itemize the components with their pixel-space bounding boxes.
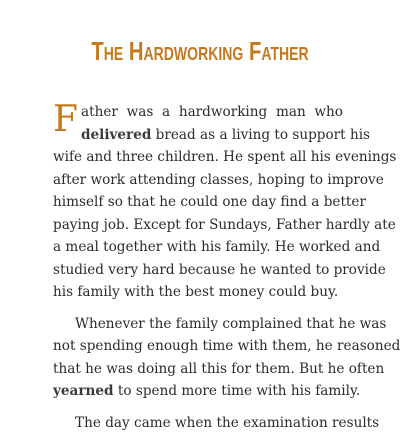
story-title: The Hardworking Father bbox=[44, 36, 356, 67]
text-line: ather was a hardworking man who bbox=[53, 101, 343, 124]
text-line: himself so that he could one day find a better bbox=[53, 191, 343, 214]
text-line: studied very hard because he wanted to provide bbox=[53, 259, 343, 282]
text-line: after work attending classes, hoping to improve bbox=[53, 169, 343, 192]
text-line: paying job. Except for Sundays, Father hardly ate bbox=[53, 214, 343, 237]
text-line: a meal together with his family. He worked and bbox=[53, 236, 343, 259]
keyword: yearned bbox=[53, 383, 114, 399]
text-line bbox=[53, 380, 343, 403]
drop-cap: F bbox=[53, 102, 78, 138]
paragraph-gap bbox=[53, 304, 343, 313]
text-line: wife and three children. He spent all his evenings bbox=[53, 146, 343, 169]
text-line: not spending enough time with them, he reasoned bbox=[53, 335, 343, 358]
text-line: that he was doing all this for them. But he often bbox=[53, 358, 343, 381]
text-line: his family with the best money could buy. bbox=[53, 281, 343, 304]
text-line: Whenever the family complained that he was bbox=[53, 313, 343, 336]
text-line bbox=[53, 124, 343, 147]
text-segment: to spend more time with his family. bbox=[114, 383, 361, 399]
paragraph-gap bbox=[53, 403, 343, 412]
text-segment: bread as a living to support his bbox=[151, 127, 370, 143]
keyword: delivered bbox=[81, 127, 151, 143]
story-body bbox=[53, 101, 343, 434]
text-line: The day came when the examination results bbox=[53, 412, 343, 434]
